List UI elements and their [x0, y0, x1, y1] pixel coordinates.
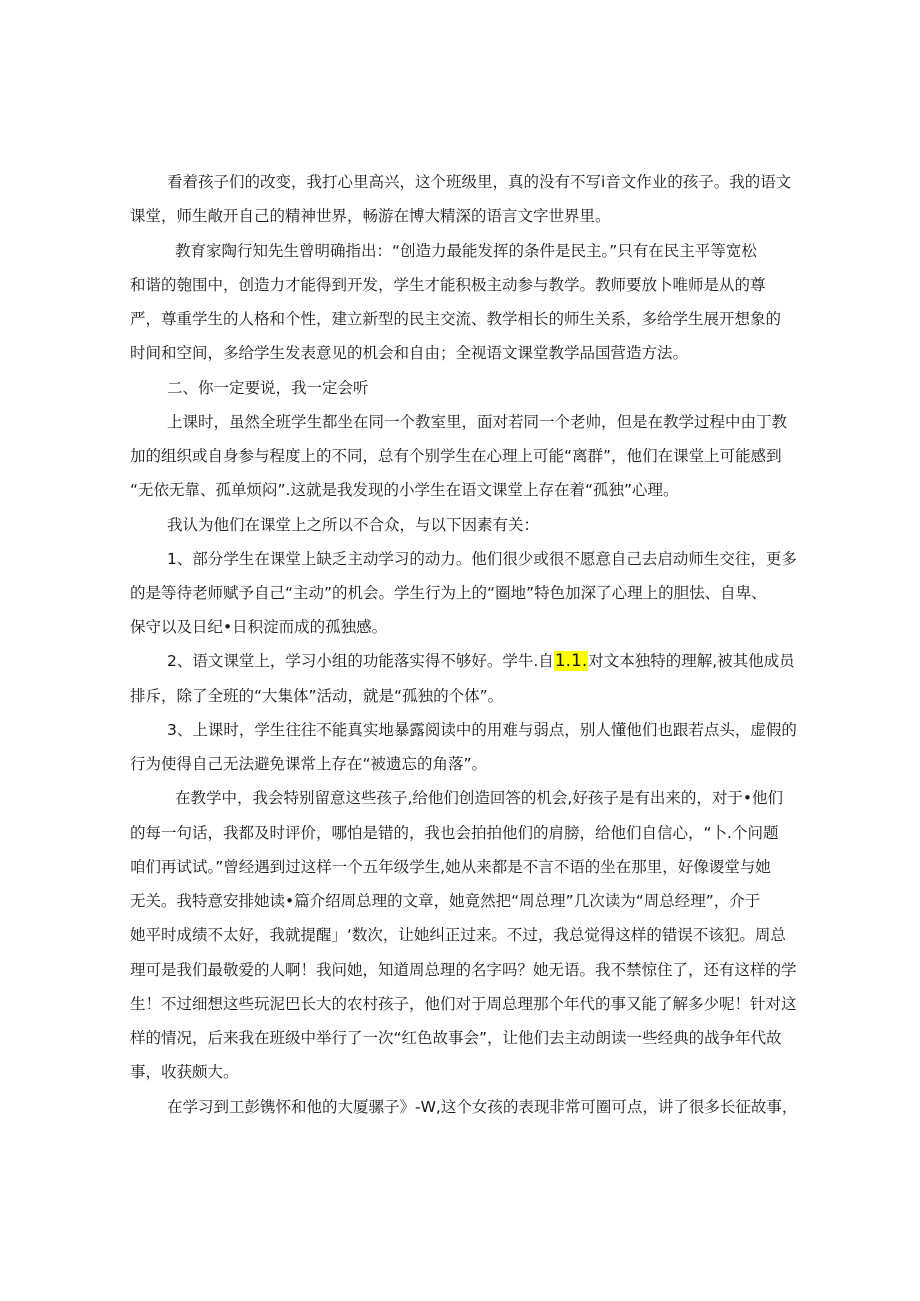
text-line: 保守以及日纪•日积淀而成的孤独感。 — [130, 618, 388, 636]
text-line: 严，尊重学生的人格和个性，建立新型的民主交流、教学相长的师生关系，多给学生展开想象的 — [130, 310, 782, 328]
highlighted-text: 1.1. — [554, 651, 588, 671]
text-segment: 2、语文课堂上，学习小组的功能落实得不够好。学牛.自 — [167, 652, 554, 670]
list-item-1: 1、部分学生在课堂上缺乏主动学习的动力。他们很少或很不愿意自己去启动师生交往，更多 — [167, 550, 797, 568]
list-item-3: 3、上课时，学生往往不能真实地暴露阅读中的用难与弱点，别人懂他们也跟若点头，虚假的 — [167, 721, 797, 739]
text-line: 样的情况，后来我在班级中举行了一次“红色故事会”，让他们去主动朗读一些经典的战争年代故 — [130, 1029, 782, 1047]
text-line: 和谐的匏围中，创造力才能得到开发，学生才能积极主动参与教学。教师要放卜唯师是从的尊 — [130, 276, 766, 294]
text-line: 加的组织或自身参与程度上的不同，总有个别学生在心理上可能“离群”，他们在课堂上可能感到 — [130, 447, 782, 465]
list-item-2 — [167, 651, 795, 671]
section-heading: 二、你一定要说，我一定会听 — [167, 379, 369, 397]
text-line: 看着孩子们的改变，我打心里高兴，这个班级里，真的没有不写i音文作业的孩子。我的语文 — [167, 173, 792, 191]
text-line: 事，收获颇大。 — [130, 1063, 239, 1081]
text-line: 时间和空间，多给学生发表意见的机会和自由；全视语文课堂教学品国营造方法。 — [130, 344, 689, 362]
text-line: 上课时，虽然全班学生都坐在同一个教室里，面对若同一个老帅，但是在教学过程中由丁教 — [167, 413, 788, 431]
text-line: 咱们再试试。”曾经遇到过这样一个五年级学生,她从来都是不言不语的坐在那里，好像谡堂与她 — [130, 858, 771, 876]
text-line: “无依无靠、孤单烦闷”.这就是我发现的小学生在语文课堂上存在着“孤独”心理。 — [130, 481, 679, 499]
text-line: 在学习到工彭镌怀和他的大厦骡子》-W,这个女孩的表现非常可圈可点，讲了很多长征故事， — [167, 1098, 798, 1116]
text-line: 我认为他们在课堂上之所以不合众，与以下因素有关： — [167, 516, 540, 534]
text-line: 理可是我们最敬爱的人啊！我问她，知道周总理的名字吗？她无语。我不禁惊住了，还有这样的学 — [130, 961, 797, 979]
text-line: 的每一句话，我都及时评价，哪怕是错的，我也会拍拍他们的肩膀，给他们自信心，“卜.个问题 — [130, 824, 779, 842]
text-line: 生！不过细想这些玩泥巴长大的农村孩子，他们对于周总理那个年代的事又能了解多少呢！针对这 — [130, 995, 797, 1013]
text-line: 在教学中，我会特别留意这些孩子,给他们创造回答的机会,好孩子是有出来的，对于•他们 — [175, 789, 783, 807]
text-line: 无关。我特意安排她读•篇介绍周总理的文章，她竟然把“周总理”几次读为“周总经理”，介于 — [130, 892, 761, 910]
text-line: 的是等待老师赋予自己“主动”的机会。学生行为上的“圈地”特色加深了心理上的胆怯、自卑、 — [130, 584, 767, 602]
text-line: 行为使得自己无法避免课常上存在“被遗忘的角落”。 — [130, 755, 488, 773]
text-line: 排斥，除了全班的“大集体”活动，就是“孤独的个体”。 — [130, 687, 504, 705]
text-line: 课堂，师生敞开自己的精神世界，畅游在博大精深的语言文字世界里。 — [130, 207, 611, 225]
text-line: 教育家陶行知先生曾明确指出：“创造力最能发挥的条件是民主。”只有在民主平等宽松 — [175, 242, 757, 260]
text-line: 她平时成绩不太好，我就提醒」‘数次，让她纠正过来。不过，我总觉得这样的错误不该犯。周总 — [130, 926, 786, 944]
text-segment: 对文本独特的理解,被其他成员 — [588, 652, 795, 670]
